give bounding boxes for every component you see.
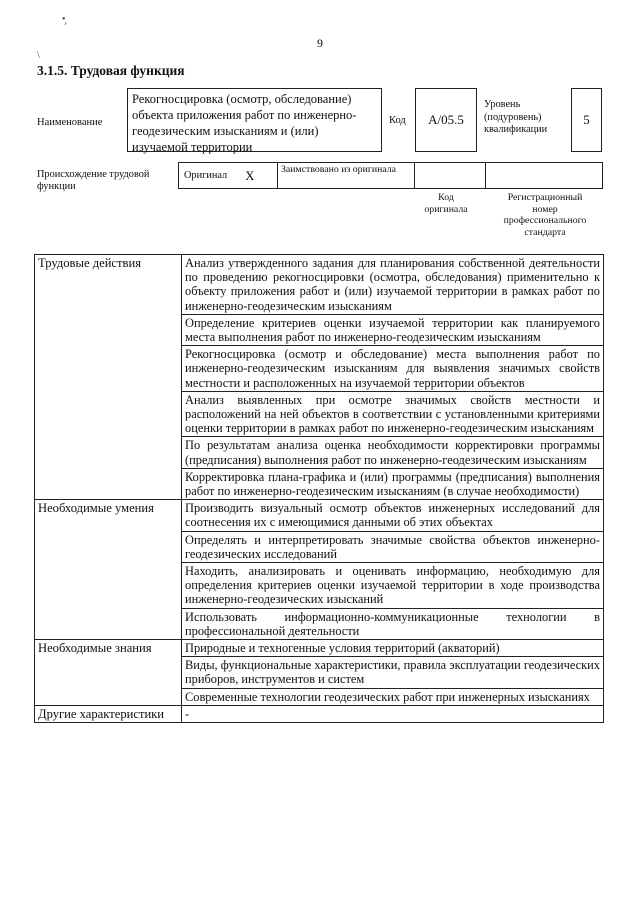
section-title: 3.1.5. Трудовая функция: [37, 63, 185, 78]
table-cell: Природные и техногенные условия территорий (акваторий): [182, 640, 604, 657]
scan-artifact-mark: •̧: [62, 14, 66, 25]
table-cell: Рекогносцировка (осмотр и обследование) места выполнения работ по инженерно-геодезическим изысканиям для выявления значимых свойств местности и расположенных на изучаемой территории объектов: [182, 346, 604, 392]
table-row: [35, 705, 604, 722]
category-cell: Необходимые умения: [35, 500, 182, 640]
level-label: Уровень (подуровень) квалификации: [484, 99, 548, 135]
labor-function-table: [34, 254, 604, 723]
code-value: A/05.5: [428, 112, 464, 127]
original-code-cell: [414, 162, 486, 189]
table-cell: Корректировка плана-графика и (или) программы (предписания) выполнения работ по инженерно-геодезическим изысканиям (в случае необходимости): [182, 468, 604, 499]
table-cell: Определять и интерпретировать значимые свойства объектов инженерно-геодезических исследований: [182, 531, 604, 562]
borrowed-cell: [277, 162, 415, 189]
table-cell: Анализ выявленных при осмотре значимых свойств местности и расположений на ней объектов в соответствии с установленными критериями оценки территории в рамках работ по инженерно-геодезическим изысканиям: [182, 391, 604, 437]
level-value: 5: [583, 112, 590, 127]
code-caption: Код оригинала: [424, 192, 468, 215]
table-cell: Использовать информационно-коммуникационные технологии в профессиональной деятельности: [182, 608, 604, 639]
table-cell: По результатам анализа оценка необходимости корректировки программы (предписания) выполнения работ по инженерно-геодезическим изысканиям: [182, 437, 604, 468]
registration-number-cell: [485, 162, 603, 189]
table-cell: Производить визуальный осмотр объектов инженерных исследований для соотнесения их с имеющимися данными об этих объектах: [182, 500, 604, 531]
original-cell: [178, 162, 278, 189]
table-row: [35, 500, 604, 531]
table-cell: -: [182, 705, 604, 722]
table-cell: Находить, анализировать и оценивать информацию, необходимую для определения критериев оценки изучаемой территории в ходе производства инженерно-геодезических изысканий: [182, 563, 604, 609]
registration-caption: Регистрационный номер профессионального стандарта: [503, 192, 587, 238]
table-row: [35, 640, 604, 657]
original-label: Оригинал: [184, 170, 228, 181]
origin-row: [178, 162, 603, 189]
name-label: Наименование: [37, 117, 103, 128]
scan-artifact-mark: \: [37, 50, 40, 61]
origin-label: Происхождение трудовой функции: [37, 169, 150, 192]
category-cell: Другие характеристики: [35, 705, 182, 722]
table-cell: Анализ утвержденного задания для планирования собственной деятельности по проведению рекогносцировки (осмотра, обследования) применительно к объекту приложения работ и (или) изучаемой территории в рамках работ по инженерно-геодезическим изысканиям: [182, 255, 604, 315]
page-number: 9: [317, 36, 323, 50]
code-label: Код: [389, 115, 406, 126]
table-cell: Виды, функциональные характеристики, правила эксплуатации геодезических приборов, инструментов и систем: [182, 657, 604, 688]
borrowed-label: Заимствовано из оригинала: [281, 164, 396, 175]
level-box: [571, 88, 602, 152]
function-name-box: [127, 88, 382, 152]
category-cell: Трудовые действия: [35, 255, 182, 500]
table-cell: Современные технологии геодезических работ при инженерных изысканиях: [182, 688, 604, 705]
code-box: [415, 88, 477, 152]
table-cell: Определение критериев оценки изучаемой территории как планируемого места выполнения работ по инженерно-геодезическим изысканиям: [182, 314, 604, 345]
category-cell: Необходимые знания: [35, 640, 182, 706]
original-mark: X: [245, 167, 255, 183]
function-name-value: Рекогносцировка (осмотр, обследование) объекта приложения работ по инженерно-геодезическим изысканиям и (или) изучаемой территории: [132, 92, 357, 154]
table-row: [35, 255, 604, 315]
